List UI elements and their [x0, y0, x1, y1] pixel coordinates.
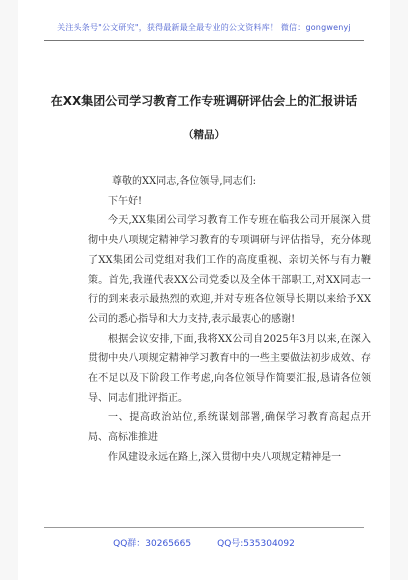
document-title: 在XX集团公司学习教育工作专班调研评估会上的汇报讲话	[50, 94, 358, 108]
salutation: 尊敬的XX同志,各位领导,同志们:	[112, 176, 256, 187]
greeting: 下午好!	[108, 195, 143, 207]
paragraph: 今天,XX集团公司学习教育工作专班在临我公司开展深入贯彻中央八项规定精神学习教育的专项调研与评估指导，充分体现了XX集团公司党组对我们工作的高度重视、亲切关怀与有力鞭策。首先,我谨代表XX公司党委以及全体干部职工,对XX同志一行的到来表示最热烈的欢迎,并对专班各位领导长期以来给予XX公司的悉心指导和大力支持,表示最衷心的感谢!	[88, 215, 371, 325]
footer-contact	[18, 536, 390, 549]
document-page	[18, 0, 390, 580]
header-promo-text: 关注头条号"公文研究"，获得最新最全最专业的公文资料库！ 微信：gongwenyj	[57, 23, 351, 32]
paragraph: 作风建设永远在路上,深入贯彻中央八项规定精神是一	[108, 451, 342, 463]
footer-divider	[44, 527, 364, 528]
footer-qq-group: QQ群：30265665	[113, 539, 192, 549]
section-heading: 一、提高政治站位,系统谋划部署,确保学习教育高起点开局、高标准推进	[88, 412, 371, 444]
footer-qq-number: QQ号:535304092	[217, 539, 295, 549]
header-divider	[44, 40, 364, 41]
document-subtitle: （精品）	[183, 129, 225, 141]
document-body	[88, 172, 371, 468]
paragraph: 根据会议安排,下面,我将XX公司自2025年3月以来,在深入贯彻中央八项规定精神学习教育中的一些主要做法初步成效、存在不足以及下阶段工作考虑,向各位领导作简要汇报,恳请各位领导、同志们批评指正。	[88, 333, 371, 404]
